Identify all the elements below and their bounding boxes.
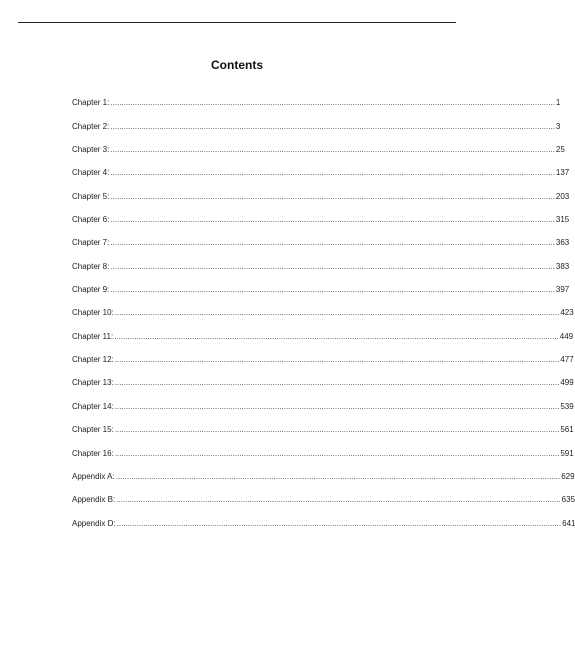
toc-dot-leader: ........................................................................................................................................................................................................: [114, 331, 559, 341]
toc-entry-label: Chapter 1:: [72, 98, 110, 108]
toc-dot-leader: ........................................................................................................................................................................................................: [114, 401, 560, 411]
toc-entry-page-number: 363: [555, 238, 570, 248]
toc-dot-leader: ........................................................................................................................................................................................................: [116, 495, 561, 505]
toc-entry-page-number: 315: [555, 215, 570, 225]
toc-dot-leader: ........................................................................................................................................................................................................: [114, 425, 560, 435]
toc-entry[interactable]: [72, 484, 575, 507]
toc-entry[interactable]: [72, 507, 575, 530]
page-title: Contents: [211, 58, 263, 72]
toc-entry-page-number: 635: [561, 495, 575, 505]
toc-entry-page-number: 629: [561, 471, 575, 481]
toc-entry[interactable]: [72, 320, 574, 343]
toc-entry-page-number: 137: [555, 168, 570, 178]
toc-entry-label: Chapter 2:: [72, 121, 110, 131]
toc-entry-label: Chapter 11:: [72, 331, 114, 341]
toc-entry-page-number: 3: [555, 121, 561, 131]
toc-dot-leader: ........................................................................................................................................................................................................: [110, 191, 555, 201]
toc-entry-page-number: 449: [559, 331, 574, 341]
toc-entry-page-number: 1: [555, 98, 561, 108]
toc-entry-label: Chapter 16:: [72, 448, 114, 458]
toc-dot-leader: ........................................................................................................................................................................................................: [116, 518, 562, 528]
toc-entry-label: Chapter 8:: [72, 261, 110, 271]
toc-dot-leader: ........................................................................................................................................................................................................: [115, 471, 561, 481]
toc-entry-label: Chapter 4:: [72, 168, 110, 178]
toc-entry-page-number: 539: [560, 401, 574, 411]
toc-entry[interactable]: [72, 250, 570, 273]
toc-dot-leader: ........................................................................................................................................................................................................: [110, 238, 555, 248]
toc-entry-label: Chapter 14:: [72, 401, 114, 411]
toc-entry-page-number: 591: [560, 448, 574, 458]
toc-entry[interactable]: [72, 437, 574, 460]
toc-entry[interactable]: [72, 390, 574, 413]
toc-dot-leader: ........................................................................................................................................................................................................: [110, 145, 555, 155]
toc-entry[interactable]: [72, 204, 570, 227]
table-of-contents: [72, 87, 575, 531]
toc-entry[interactable]: [72, 297, 574, 320]
toc-entry-label: Chapter 6:: [72, 215, 110, 225]
toc-dot-leader: ........................................................................................................................................................................................................: [110, 215, 555, 225]
toc-entry-page-number: 499: [560, 378, 574, 388]
toc-entry-page-number: 25: [555, 145, 565, 155]
toc-entry[interactable]: [72, 367, 574, 390]
toc-entry[interactable]: [72, 157, 570, 180]
toc-entry-label: Chapter 9:: [72, 285, 110, 295]
toc-entry[interactable]: [72, 414, 574, 437]
toc-entry[interactable]: [72, 274, 570, 297]
toc-dot-leader: ........................................................................................................................................................................................................: [114, 378, 560, 388]
toc-entry-page-number: 423: [560, 308, 574, 318]
toc-dot-leader: ........................................................................................................................................................................................................: [114, 355, 560, 365]
toc-entry-label: Appendix D:: [72, 518, 116, 528]
header-rule: [18, 22, 456, 23]
toc-entry-page-number: 203: [555, 191, 570, 201]
toc-entry-label: Chapter 10:: [72, 308, 114, 318]
toc-entry[interactable]: [72, 344, 574, 367]
toc-entry-label: Chapter 15:: [72, 425, 114, 435]
toc-dot-leader: ........................................................................................................................................................................................................: [110, 261, 555, 271]
toc-entry-label: Chapter 12:: [72, 355, 114, 365]
toc-entry[interactable]: [72, 180, 570, 203]
toc-dot-leader: ........................................................................................................................................................................................................: [110, 121, 555, 131]
toc-entry[interactable]: [72, 227, 570, 250]
toc-entry-label: Appendix A:: [72, 471, 115, 481]
toc-dot-leader: ........................................................................................................................................................................................................: [110, 168, 555, 178]
toc-entry-page-number: 397: [555, 285, 570, 295]
toc-entry[interactable]: [72, 134, 565, 157]
toc-entry-page-number: 383: [555, 261, 570, 271]
toc-entry-label: Chapter 3:: [72, 145, 110, 155]
toc-entry[interactable]: [72, 461, 575, 484]
toc-dot-leader: ........................................................................................................................................................................................................: [114, 308, 560, 318]
toc-entry[interactable]: [72, 87, 561, 110]
toc-entry-page-number: 477: [560, 355, 574, 365]
toc-entry-label: Chapter 13:: [72, 378, 114, 388]
toc-entry[interactable]: [72, 110, 561, 133]
toc-entry-page-number: 641: [562, 518, 575, 528]
toc-entry-label: Chapter 5:: [72, 191, 110, 201]
toc-dot-leader: ........................................................................................................................................................................................................: [110, 98, 555, 108]
toc-dot-leader: ........................................................................................................................................................................................................: [114, 448, 560, 458]
toc-dot-leader: ........................................................................................................................................................................................................: [110, 285, 555, 295]
toc-entry-label: Appendix B:: [72, 495, 116, 505]
toc-entry-label: Chapter 7:: [72, 238, 110, 248]
toc-entry-page-number: 561: [560, 425, 574, 435]
